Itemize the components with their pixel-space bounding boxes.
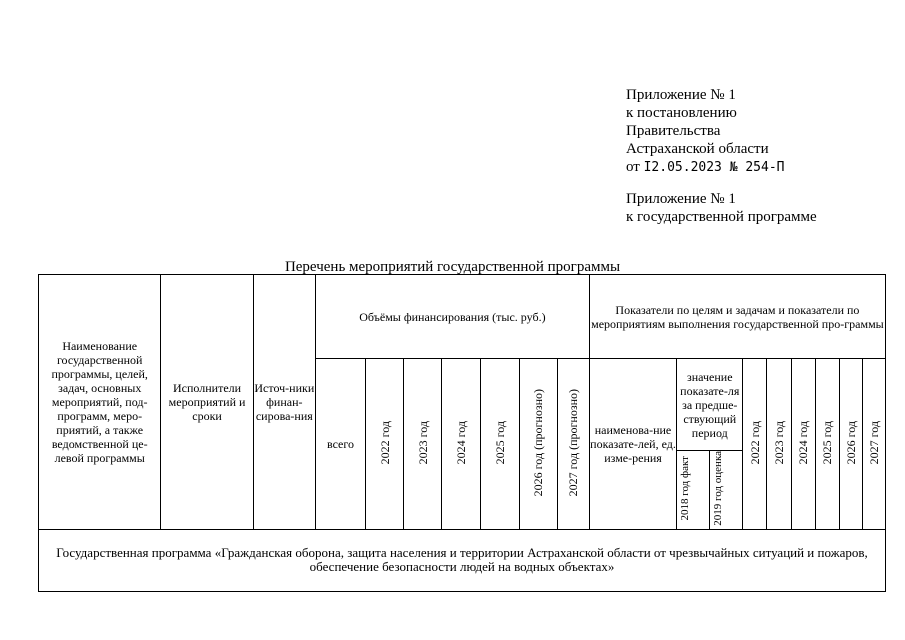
header-indicator-year: 2023 год <box>767 359 791 530</box>
header-indicator-year: 2025 год <box>815 359 839 530</box>
appendix-1-line: к постановлению <box>626 105 737 121</box>
header-funding: Объёмы финансирования (тыс. руб.) <box>315 275 589 359</box>
header-funding-year: 2024 год <box>442 359 481 530</box>
header-funding-year: 2023 год <box>404 359 442 530</box>
header-sources: Источ-ники финан-сирова-ния <box>253 275 315 530</box>
header-funding-total: всего <box>315 359 365 530</box>
header-indicator-name: наименова-ние показате-лей, ед. изме-рения <box>589 359 676 530</box>
appendix-2-line: Приложение № 1 <box>626 191 736 207</box>
header-indicators: Показатели по целям и задачам и показатели по мероприятиям выполнения государственной про-граммы <box>589 275 885 359</box>
header-indicator-year: 2026 год <box>839 359 862 530</box>
appendix-1-line: Правительства <box>626 123 721 139</box>
appendix-1-date-line <box>626 158 785 177</box>
measures-table <box>38 274 886 592</box>
header-indicator-year: 2024 год <box>791 359 815 530</box>
appendix-2-line: к государственной программе <box>626 209 817 225</box>
program-row: Государственная программа «Гражданская оборона, защита населения и территории Астраханской области от чрезвычайных ситуаций и пожаров, обеспечение безопасности людей на водных объектах» <box>39 529 886 591</box>
header-funding-year: 2025 год <box>481 359 519 530</box>
header-funding-year: 2022 год <box>366 359 404 530</box>
resolution-date-number: I2.05.2023 № 254-П <box>643 160 785 175</box>
header-indicator-year: 2027 год <box>862 359 885 530</box>
appendix-1-block <box>626 86 785 177</box>
header-funding-year: 2027 год (прогнозно) <box>557 359 589 530</box>
header-indicator-prev-period: значение показате-ля за предше-ствующий период <box>677 359 743 451</box>
appendix-2-block <box>626 190 817 226</box>
header-prev-estimate: 2019 год оценка <box>710 451 743 530</box>
date-prefix: от <box>626 159 640 175</box>
header-funding-year: 2026 год (прогнозно) <box>519 359 557 530</box>
appendix-1-line: Астраханской области <box>626 141 769 157</box>
header-executors: Исполнители мероприятий и сроки <box>161 275 253 530</box>
header-program-name: Наименование государственной программы, целей, задач, основных мероприятий, под-программ, меро-приятий, а также ведомственной це-левой программы <box>39 275 161 530</box>
appendix-1-line: Приложение № 1 <box>626 87 736 103</box>
header-prev-fact: 2018 год факт <box>677 451 710 530</box>
table-title: Перечень мероприятий государственной программы <box>284 259 621 275</box>
header-indicator-year: 2022 год <box>743 359 767 530</box>
